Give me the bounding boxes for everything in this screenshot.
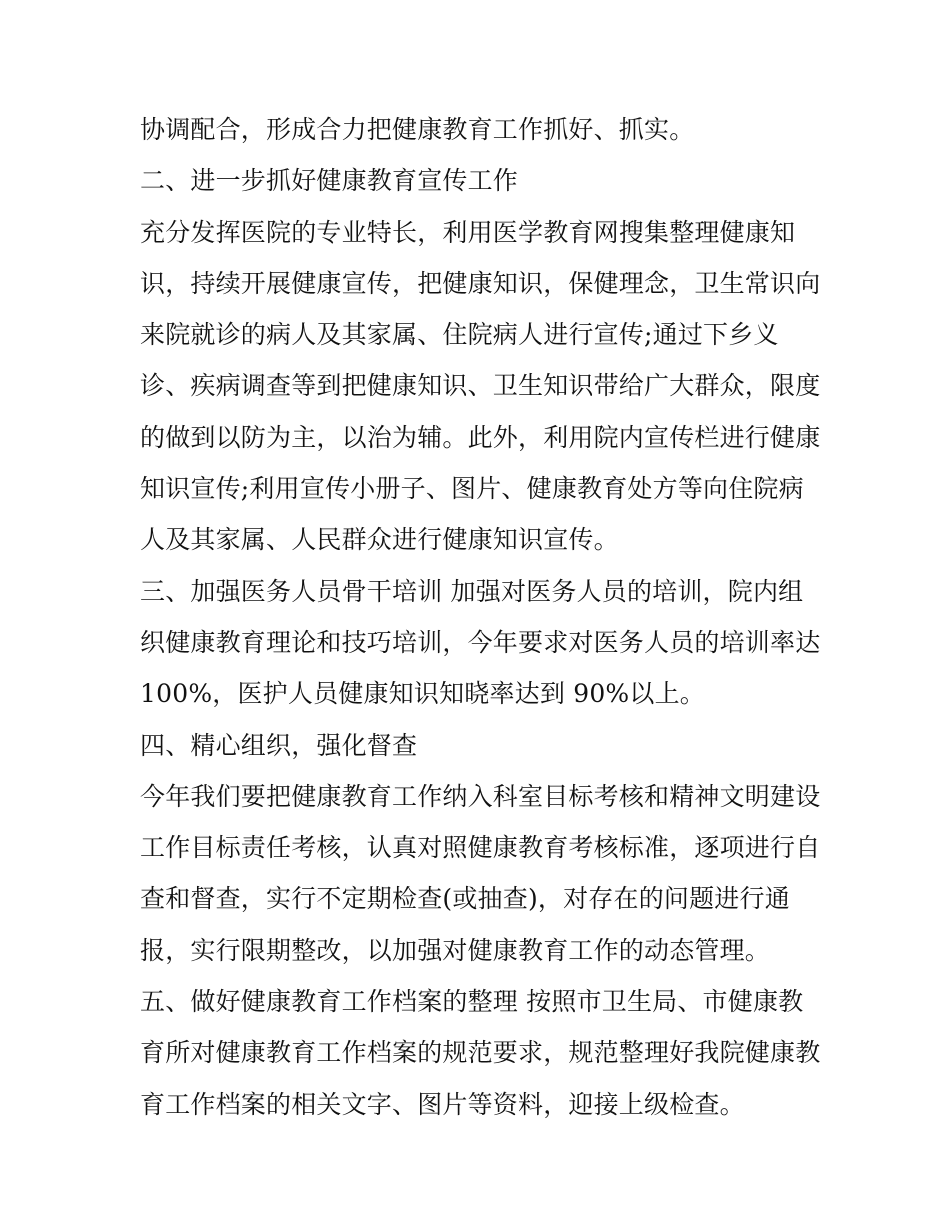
text-line: 诊、疾病调查等到把健康知识、卫生知识带给广大群众，限度 [140, 371, 821, 401]
text-line: 知识宣传;利用宣传小册子、图片、健康教育处方等向住院病 [140, 474, 804, 504]
text-line: 人及其家属、人民群众进行健康知识宣传。 [140, 525, 619, 555]
text-line: 来院就诊的病人及其家属、住院病人进行宣传;通过下乡义 [140, 320, 779, 350]
section-heading: 三、加强医务人员骨干培训 加强对医务人员的培训，院内组 [140, 576, 804, 606]
text-line: 织健康教育理论和技巧培训，今年要求对医务人员的培训率达 [140, 627, 821, 657]
document-body [140, 104, 830, 1130]
text-line: 识，持续开展健康宣传，把健康知识，保健理念，卫生常识向 [140, 268, 821, 298]
section-heading: 五、做好健康教育工作档案的整理 按照市卫生局、市健康教 [140, 987, 804, 1017]
section-heading: 二、进一步抓好健康教育宣传工作 [140, 166, 519, 196]
text-line: 报，实行限期整改，以加强对健康教育工作的动态管理。 [140, 935, 771, 965]
section-heading: 四、精心组织，强化督查 [140, 730, 418, 760]
text-line: 育工作档案的相关文字、图片等资料，迎接上级检查。 [140, 1089, 745, 1119]
text-line: 工作目标责任考核，认真对照健康教育考核标准，逐项进行自 [140, 833, 821, 863]
text-line: 协调配合，形成合力把健康教育工作抓好、抓实。 [140, 115, 695, 144]
text-line: 育所对健康教育工作档案的规范要求，规范整理好我院健康教 [140, 1038, 821, 1068]
text-line: 查和督查，实行不定期检查(或抽查)，对存在的问题进行通 [140, 884, 790, 914]
text-line: 充分发挥医院的专业特长，利用医学教育网搜集整理健康知 [140, 217, 796, 247]
text-line: 的做到以防为主，以治为辅。此外，利用院内宣传栏进行健康 [140, 422, 821, 452]
text-line: 100%，医护人员健康知识知晓率达到 90%以上。 [140, 679, 705, 709]
text-line: 今年我们要把健康教育工作纳入科室目标考核和精神文明建设 [140, 781, 821, 811]
